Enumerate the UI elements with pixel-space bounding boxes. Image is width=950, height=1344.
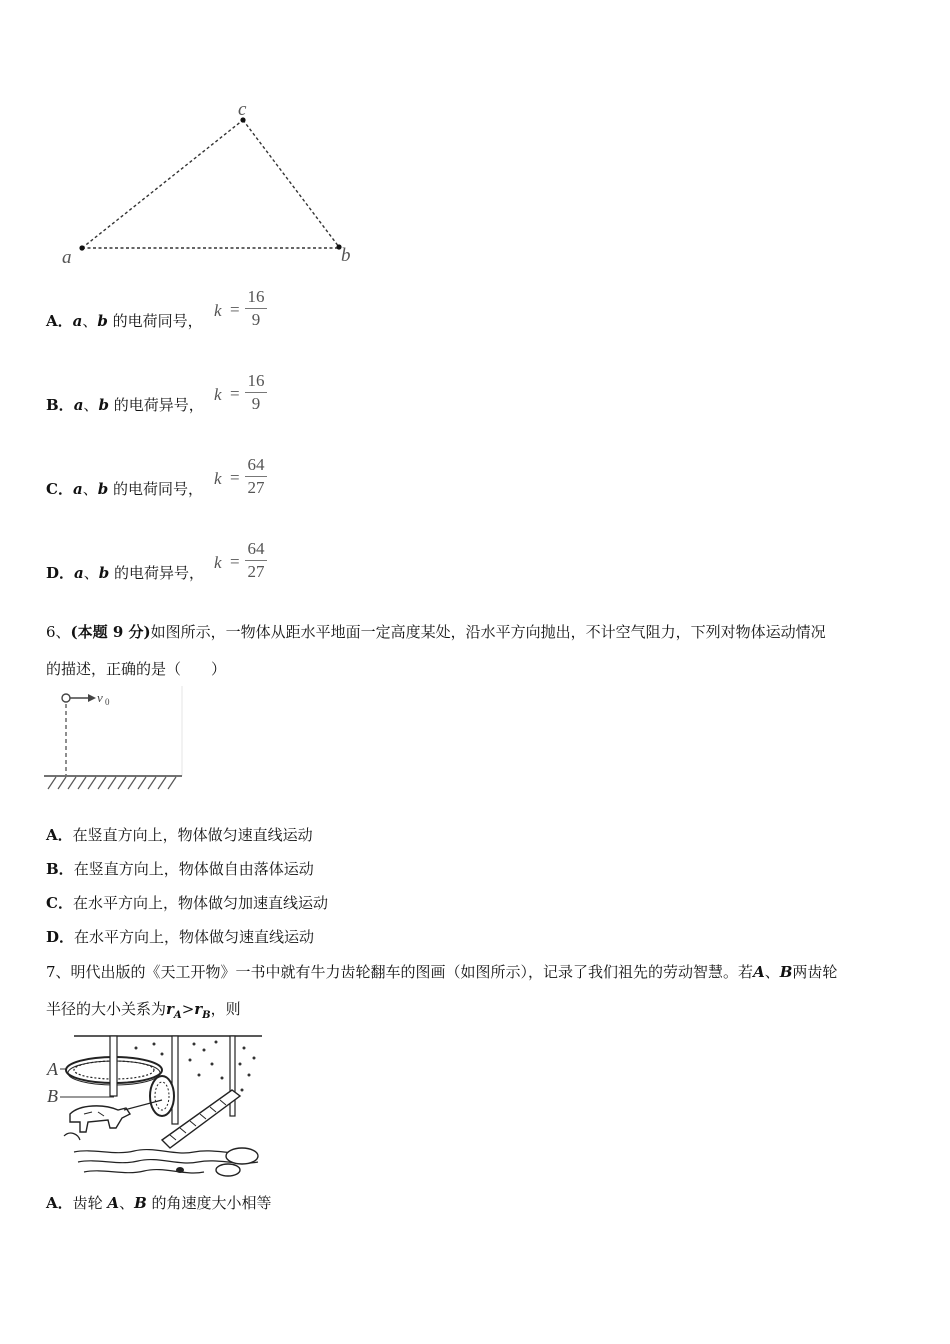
- point-a: [79, 245, 84, 250]
- q5-option-d[interactable]: D．a、b 的电荷异号，: [46, 564, 205, 582]
- label-c: c: [238, 99, 247, 120]
- q6-stem-line2: 的描述，正确的是（ ）: [46, 660, 227, 678]
- q5-option-c[interactable]: C．a、b 的电荷同号，: [46, 480, 203, 498]
- svg-text:A: A: [47, 1059, 58, 1079]
- q6-option-a[interactable]: A．在竖直方向上，物体做匀速直线运动: [46, 826, 313, 844]
- q6-projectile-figure: [44, 686, 184, 794]
- q6-option-c[interactable]: C．在水平方向上，物体做匀加速直线运动: [46, 894, 328, 912]
- q5-option-a[interactable]: A．a、b 的电荷同号，: [46, 312, 203, 330]
- label-b: b: [341, 245, 351, 266]
- ox-figure: [70, 1106, 130, 1132]
- label-a: a: [62, 247, 72, 268]
- q7-stem-line2: 半径的大小关系为$r_A>r_B$，则: [46, 1000, 241, 1021]
- svg-text:v: v: [97, 690, 103, 705]
- svg-text:B: B: [47, 1086, 58, 1106]
- q6-option-b[interactable]: B．在竖直方向上，物体做自由落体运动: [46, 860, 314, 878]
- ground-hatch: [48, 777, 176, 789]
- svg-text:0: 0: [105, 697, 110, 707]
- q6-option-d[interactable]: D．在水平方向上，物体做匀速直线运动: [46, 928, 315, 946]
- velocity-arrow-icon: [88, 694, 96, 702]
- triangle-figure: [40, 95, 370, 275]
- object-circle: [62, 694, 70, 702]
- q6-stem-line1: 6、(本题 9 分)如图所示，一物体从距水平地面一定高度某处，沿水平方向抛出，不计空气阻力，下列对物体运动情况: [46, 623, 826, 641]
- q7-option-a[interactable]: A．齿轮 A、B 的角速度大小相等: [46, 1194, 272, 1212]
- q7-stem-line1: 7、明代出版的《天工开物》一书中就有牛力齿轮翻车的图画（如图所示），记录了我们祖先的劳动智慧。若A、B两齿轮: [46, 963, 838, 981]
- q7-gear-waterwheel-illustration: [44, 1030, 264, 1182]
- q5-option-b[interactable]: B．a、b 的电荷异号，: [46, 396, 204, 414]
